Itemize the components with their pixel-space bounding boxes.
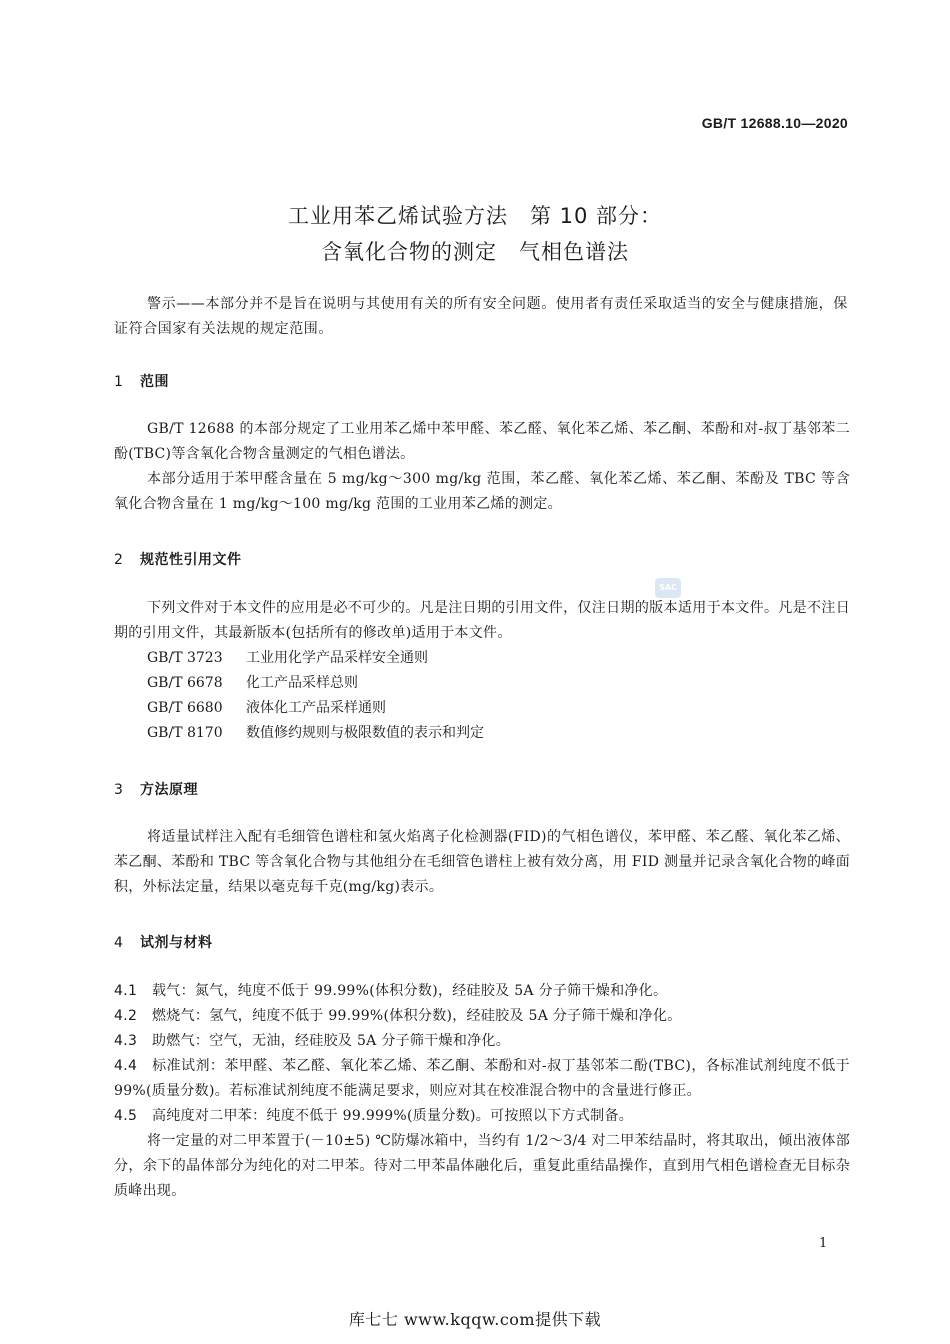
section-3-body bbox=[114, 825, 850, 900]
reference-item bbox=[147, 696, 484, 721]
clause-text: 载气：氮气，纯度不低于 99.99%(体积分数)，经硅胶及 5A 分子筛干燥和净化。 bbox=[152, 983, 668, 999]
clause-text: 助燃气：空气，无油，经硅胶及 5A 分子筛干燥和净化。 bbox=[152, 1033, 511, 1049]
reference-name: 化工产品采样总则 bbox=[246, 675, 358, 691]
section-number: 3 bbox=[114, 782, 124, 798]
clause-number: 4.1 bbox=[114, 983, 138, 999]
reference-list bbox=[147, 646, 484, 746]
section-number: 4 bbox=[114, 935, 124, 951]
clause-4-1 bbox=[114, 979, 850, 1004]
clause-4-5 bbox=[114, 1104, 850, 1129]
paragraph: GB/T 12688 的本部分规定了工业用苯乙烯中苯甲醛、苯乙醛、氧化苯乙烯、苯乙酮、苯酚和对-叔丁基邻苯二酚(TBC)等含氧化合物含量测定的气相色谱法。 bbox=[114, 421, 850, 462]
reference-item bbox=[147, 646, 484, 671]
section-1-body bbox=[114, 417, 850, 517]
section-title: 规范性引用文件 bbox=[140, 552, 242, 568]
section-3-heading bbox=[114, 779, 198, 799]
section-2-heading bbox=[114, 549, 242, 569]
clause-text: 标准试剂：苯甲醛、苯乙醛、氧化苯乙烯、苯乙酮、苯酚和对-叔丁基邻苯二酚(TBC)，各标准试剂纯度不低于 99%(质量分数)。若标准试剂纯度不能满足要求，则应对其在校准混合物中的含量进行修正。 bbox=[114, 1058, 850, 1099]
reference-code: GB/T 8170 bbox=[147, 725, 223, 741]
reference-name: 数值修约规则与极限数值的表示和判定 bbox=[246, 725, 484, 741]
section-title: 试剂与材料 bbox=[140, 935, 213, 951]
document-title bbox=[0, 198, 950, 270]
paragraph: 下列文件对于本文件的应用是必不可少的。凡是注日期的引用文件，仅注日期的版本适用于本文件。凡是不注日期的引用文件，其最新版本(包括所有的修改单)适用于本文件。 bbox=[114, 600, 850, 641]
standard-code: GB/T 12688.10—2020 bbox=[701, 115, 848, 131]
clause-number: 4.5 bbox=[114, 1108, 138, 1124]
clause-4-2 bbox=[114, 1004, 850, 1029]
clause-text: 燃烧气：氢气，纯度不低于 99.99%(体积分数)，经硅胶及 5A 分子筛干燥和净化。 bbox=[152, 1008, 682, 1024]
paragraph: 将适量试样注入配有毛细管色谱柱和氢火焰离子化检测器(FID)的气相色谱仪，苯甲醛、苯乙醛、氧化苯乙烯、苯乙酮、苯酚和 TBC 等含氧化合物与其他组分在毛细管色谱柱上被有效分离，用 FID 测量并记录含氧化合物的峰面积，外标法定量，结果以毫克每千克(mg/kg)表示。 bbox=[114, 829, 850, 895]
section-number: 1 bbox=[114, 374, 124, 390]
reference-name: 工业用化学产品采样安全通则 bbox=[246, 650, 428, 666]
reference-name: 液体化工产品采样通则 bbox=[246, 700, 386, 716]
title-line-2: 含氧化合物的测定 气相色谱法 bbox=[321, 240, 629, 264]
paragraph: 本部分适用于苯甲醛含量在 5 mg/kg～300 mg/kg 范围，苯乙醛、氧化苯乙烯、苯乙酮、苯酚及 TBC 等含氧化合物含量在 1 mg/kg～100 mg/kg 范围的工业用苯乙烯的测定。 bbox=[114, 471, 850, 512]
reference-code: GB/T 3723 bbox=[147, 650, 223, 666]
sac-watermark: SAC bbox=[655, 578, 681, 598]
section-4-body bbox=[114, 979, 850, 1204]
clause-4-4 bbox=[114, 1054, 850, 1104]
reference-item bbox=[147, 721, 484, 746]
clause-text: 高纯度对二甲苯：纯度不低于 99.999%(质量分数)。可按照以下方式制备。 bbox=[152, 1108, 634, 1124]
clause-number: 4.2 bbox=[114, 1008, 138, 1024]
title-line-1: 工业用苯乙烯试验方法 第 10 部分： bbox=[287, 204, 663, 228]
page-number: 1 bbox=[819, 1236, 828, 1251]
section-title: 方法原理 bbox=[140, 782, 198, 798]
section-4-heading bbox=[114, 932, 213, 952]
download-footer: 库七七 www.kqqw.com提供下载 bbox=[348, 1310, 602, 1329]
paragraph: 将一定量的对二甲苯置于(－10±5) ℃防爆冰箱中，当约有 1/2～3/4 对二甲苯结晶时，将其取出，倾出液体部分，余下的晶体部分为纯化的对二甲苯。待对二甲苯晶体融化后，重复此重结晶操作，直到用气相色谱检查无目标杂质峰出现。 bbox=[114, 1133, 850, 1199]
section-number: 2 bbox=[114, 552, 124, 568]
section-1-heading bbox=[114, 371, 169, 391]
reference-item bbox=[147, 671, 484, 696]
reference-code: GB/T 6680 bbox=[147, 700, 223, 716]
section-title: 范围 bbox=[140, 374, 169, 390]
clause-number: 4.4 bbox=[114, 1058, 138, 1074]
warning-paragraph: 警示——本部分并不是旨在说明与其使用有关的所有安全问题。使用者有责任采取适当的安全与健康措施，保证符合国家有关法规的规定范围。 bbox=[114, 296, 848, 337]
reference-code: GB/T 6678 bbox=[147, 675, 223, 691]
clause-4-3 bbox=[114, 1029, 850, 1054]
clause-number: 4.3 bbox=[114, 1033, 138, 1049]
section-2-body bbox=[114, 596, 850, 646]
